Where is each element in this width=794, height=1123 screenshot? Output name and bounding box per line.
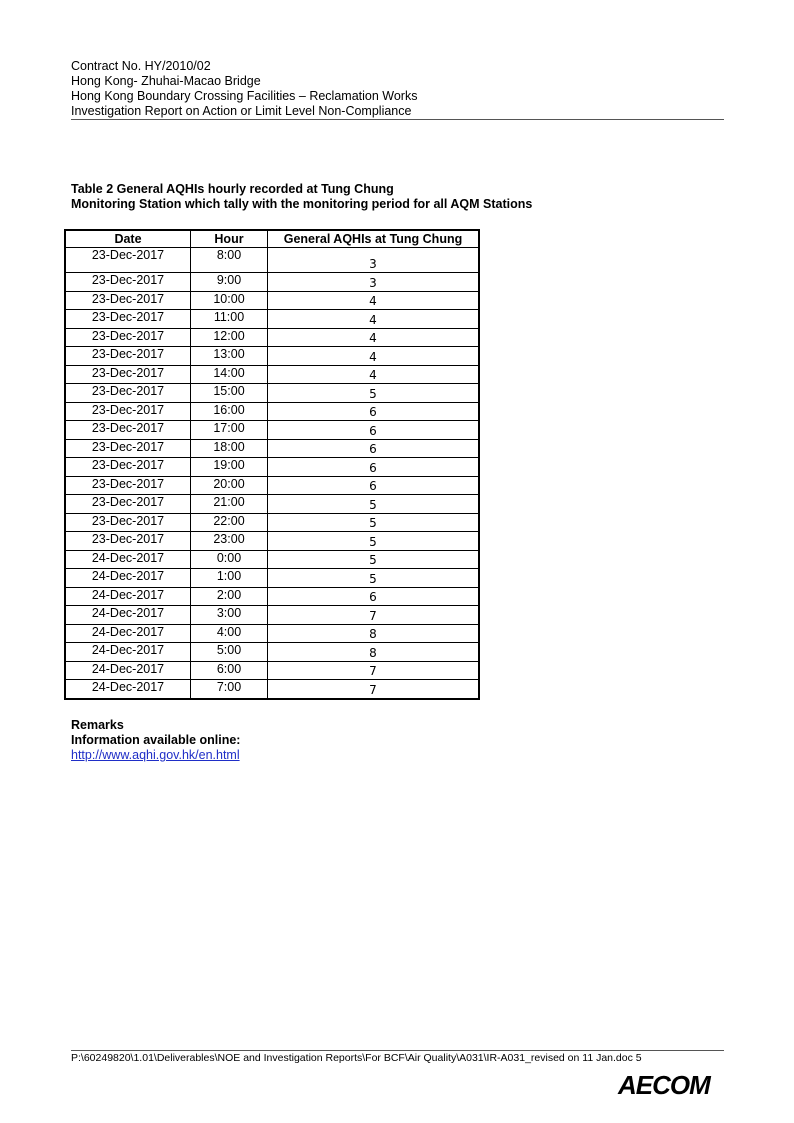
cell-aqhi: 8: [268, 624, 480, 643]
cell-date: 23-Dec-2017: [65, 402, 191, 421]
table-row: [65, 587, 479, 606]
cell-hour: 19:00: [191, 458, 268, 477]
cell-date: 24-Dec-2017: [65, 624, 191, 643]
table-row: [65, 248, 479, 273]
cell-date: 23-Dec-2017: [65, 273, 191, 292]
cell-date: 24-Dec-2017: [65, 569, 191, 588]
cell-date: 24-Dec-2017: [65, 680, 191, 699]
cell-hour: 5:00: [191, 643, 268, 662]
cell-date: 23-Dec-2017: [65, 476, 191, 495]
cell-hour: 10:00: [191, 291, 268, 310]
cell-aqhi: 7: [268, 606, 480, 625]
table-row: [65, 458, 479, 477]
cell-hour: 13:00: [191, 347, 268, 366]
cell-aqhi: 6: [268, 587, 480, 606]
cell-hour: 22:00: [191, 513, 268, 532]
cell-hour: 4:00: [191, 624, 268, 643]
cell-date: 23-Dec-2017: [65, 458, 191, 477]
table-row: [65, 624, 479, 643]
cell-date: 23-Dec-2017: [65, 291, 191, 310]
cell-date: 23-Dec-2017: [65, 347, 191, 366]
cell-hour: 9:00: [191, 273, 268, 292]
table-header-row: [65, 230, 479, 248]
table-caption-line1: Table 2 General AQHIs hourly recorded at Tung Chung: [71, 182, 394, 196]
footer-file-path: P:\60249820\1.01\Deliverables\NOE and Investigation Reports\For BCF\Air Quality\A031\IR-A031_revised on 11 Jan.doc 5: [71, 1052, 642, 1064]
table-body: [65, 248, 479, 699]
table-row: [65, 606, 479, 625]
cell-hour: 16:00: [191, 402, 268, 421]
cell-aqhi: 4: [268, 291, 480, 310]
table-row: [65, 291, 479, 310]
table-row: [65, 347, 479, 366]
cell-hour: 8:00: [191, 248, 268, 273]
cell-aqhi: 5: [268, 384, 480, 403]
remarks-section: [71, 718, 240, 763]
cell-hour: 20:00: [191, 476, 268, 495]
cell-date: 24-Dec-2017: [65, 661, 191, 680]
cell-hour: 17:00: [191, 421, 268, 440]
table-row: [65, 569, 479, 588]
cell-date: 23-Dec-2017: [65, 513, 191, 532]
cell-hour: 6:00: [191, 661, 268, 680]
cell-aqhi: 7: [268, 661, 480, 680]
cell-hour: 21:00: [191, 495, 268, 514]
report-title: Investigation Report on Action or Limit Level Non-Compliance: [71, 104, 412, 118]
cell-hour: 12:00: [191, 328, 268, 347]
cell-date: 24-Dec-2017: [65, 606, 191, 625]
cell-date: 24-Dec-2017: [65, 550, 191, 569]
cell-date: 23-Dec-2017: [65, 495, 191, 514]
cell-date: 24-Dec-2017: [65, 643, 191, 662]
cell-aqhi: 5: [268, 550, 480, 569]
table-row: [65, 476, 479, 495]
cell-aqhi: 5: [268, 532, 480, 551]
table-caption-line2: Monitoring Station which tally with the monitoring period for all AQM Stations: [71, 197, 533, 211]
table-row: [65, 532, 479, 551]
cell-aqhi: 6: [268, 458, 480, 477]
cell-date: 23-Dec-2017: [65, 384, 191, 403]
cell-date: 23-Dec-2017: [65, 248, 191, 273]
project-name: Hong Kong- Zhuhai-Macao Bridge: [71, 74, 261, 88]
header-hour: Hour: [191, 230, 268, 248]
cell-hour: 18:00: [191, 439, 268, 458]
cell-hour: 2:00: [191, 587, 268, 606]
cell-date: 23-Dec-2017: [65, 310, 191, 329]
aqhi-link[interactable]: http://www.aqhi.gov.hk/en.html: [71, 748, 240, 762]
cell-aqhi: 5: [268, 513, 480, 532]
cell-hour: 7:00: [191, 680, 268, 699]
cell-date: 24-Dec-2017: [65, 587, 191, 606]
cell-aqhi: 4: [268, 328, 480, 347]
cell-aqhi: 7: [268, 680, 480, 699]
table-row: [65, 680, 479, 699]
cell-date: 23-Dec-2017: [65, 365, 191, 384]
table-row: [65, 273, 479, 292]
aqhi-table: [64, 229, 480, 700]
table-row: [65, 643, 479, 662]
cell-date: 23-Dec-2017: [65, 439, 191, 458]
cell-date: 23-Dec-2017: [65, 328, 191, 347]
footer-divider: [71, 1050, 724, 1051]
table-row: [65, 421, 479, 440]
table-row: [65, 328, 479, 347]
cell-hour: 0:00: [191, 550, 268, 569]
contract-number: Contract No. HY/2010/02: [71, 59, 211, 73]
cell-aqhi: 5: [268, 495, 480, 514]
table-row: [65, 365, 479, 384]
aecom-logo: AECOM: [618, 1070, 710, 1100]
cell-date: 23-Dec-2017: [65, 532, 191, 551]
header-aqhi: General AQHIs at Tung Chung: [268, 230, 480, 248]
cell-aqhi: 8: [268, 643, 480, 662]
cell-aqhi: 6: [268, 476, 480, 495]
table-row: [65, 495, 479, 514]
cell-hour: 15:00: [191, 384, 268, 403]
table-row: [65, 439, 479, 458]
cell-aqhi: 3: [268, 248, 480, 273]
project-subtitle: Hong Kong Boundary Crossing Facilities – Reclamation Works: [71, 89, 418, 103]
table-caption: [71, 182, 671, 212]
table-row: [65, 550, 479, 569]
table-row: [65, 402, 479, 421]
table-row: [65, 384, 479, 403]
table-row: [65, 310, 479, 329]
remarks-title: Remarks: [71, 718, 124, 732]
cell-date: 23-Dec-2017: [65, 421, 191, 440]
header-date: Date: [65, 230, 191, 248]
cell-aqhi: 6: [268, 421, 480, 440]
header-divider: [71, 119, 724, 120]
cell-hour: 14:00: [191, 365, 268, 384]
cell-aqhi: 6: [268, 402, 480, 421]
cell-hour: 23:00: [191, 532, 268, 551]
remarks-subtitle: Information available online:: [71, 733, 241, 747]
cell-aqhi: 5: [268, 569, 480, 588]
table-row: [65, 513, 479, 532]
document-header: [71, 59, 724, 119]
cell-hour: 3:00: [191, 606, 268, 625]
cell-aqhi: 6: [268, 439, 480, 458]
cell-hour: 11:00: [191, 310, 268, 329]
cell-aqhi: 4: [268, 310, 480, 329]
cell-hour: 1:00: [191, 569, 268, 588]
cell-aqhi: 4: [268, 347, 480, 366]
cell-aqhi: 4: [268, 365, 480, 384]
table-row: [65, 661, 479, 680]
cell-aqhi: 3: [268, 273, 480, 292]
